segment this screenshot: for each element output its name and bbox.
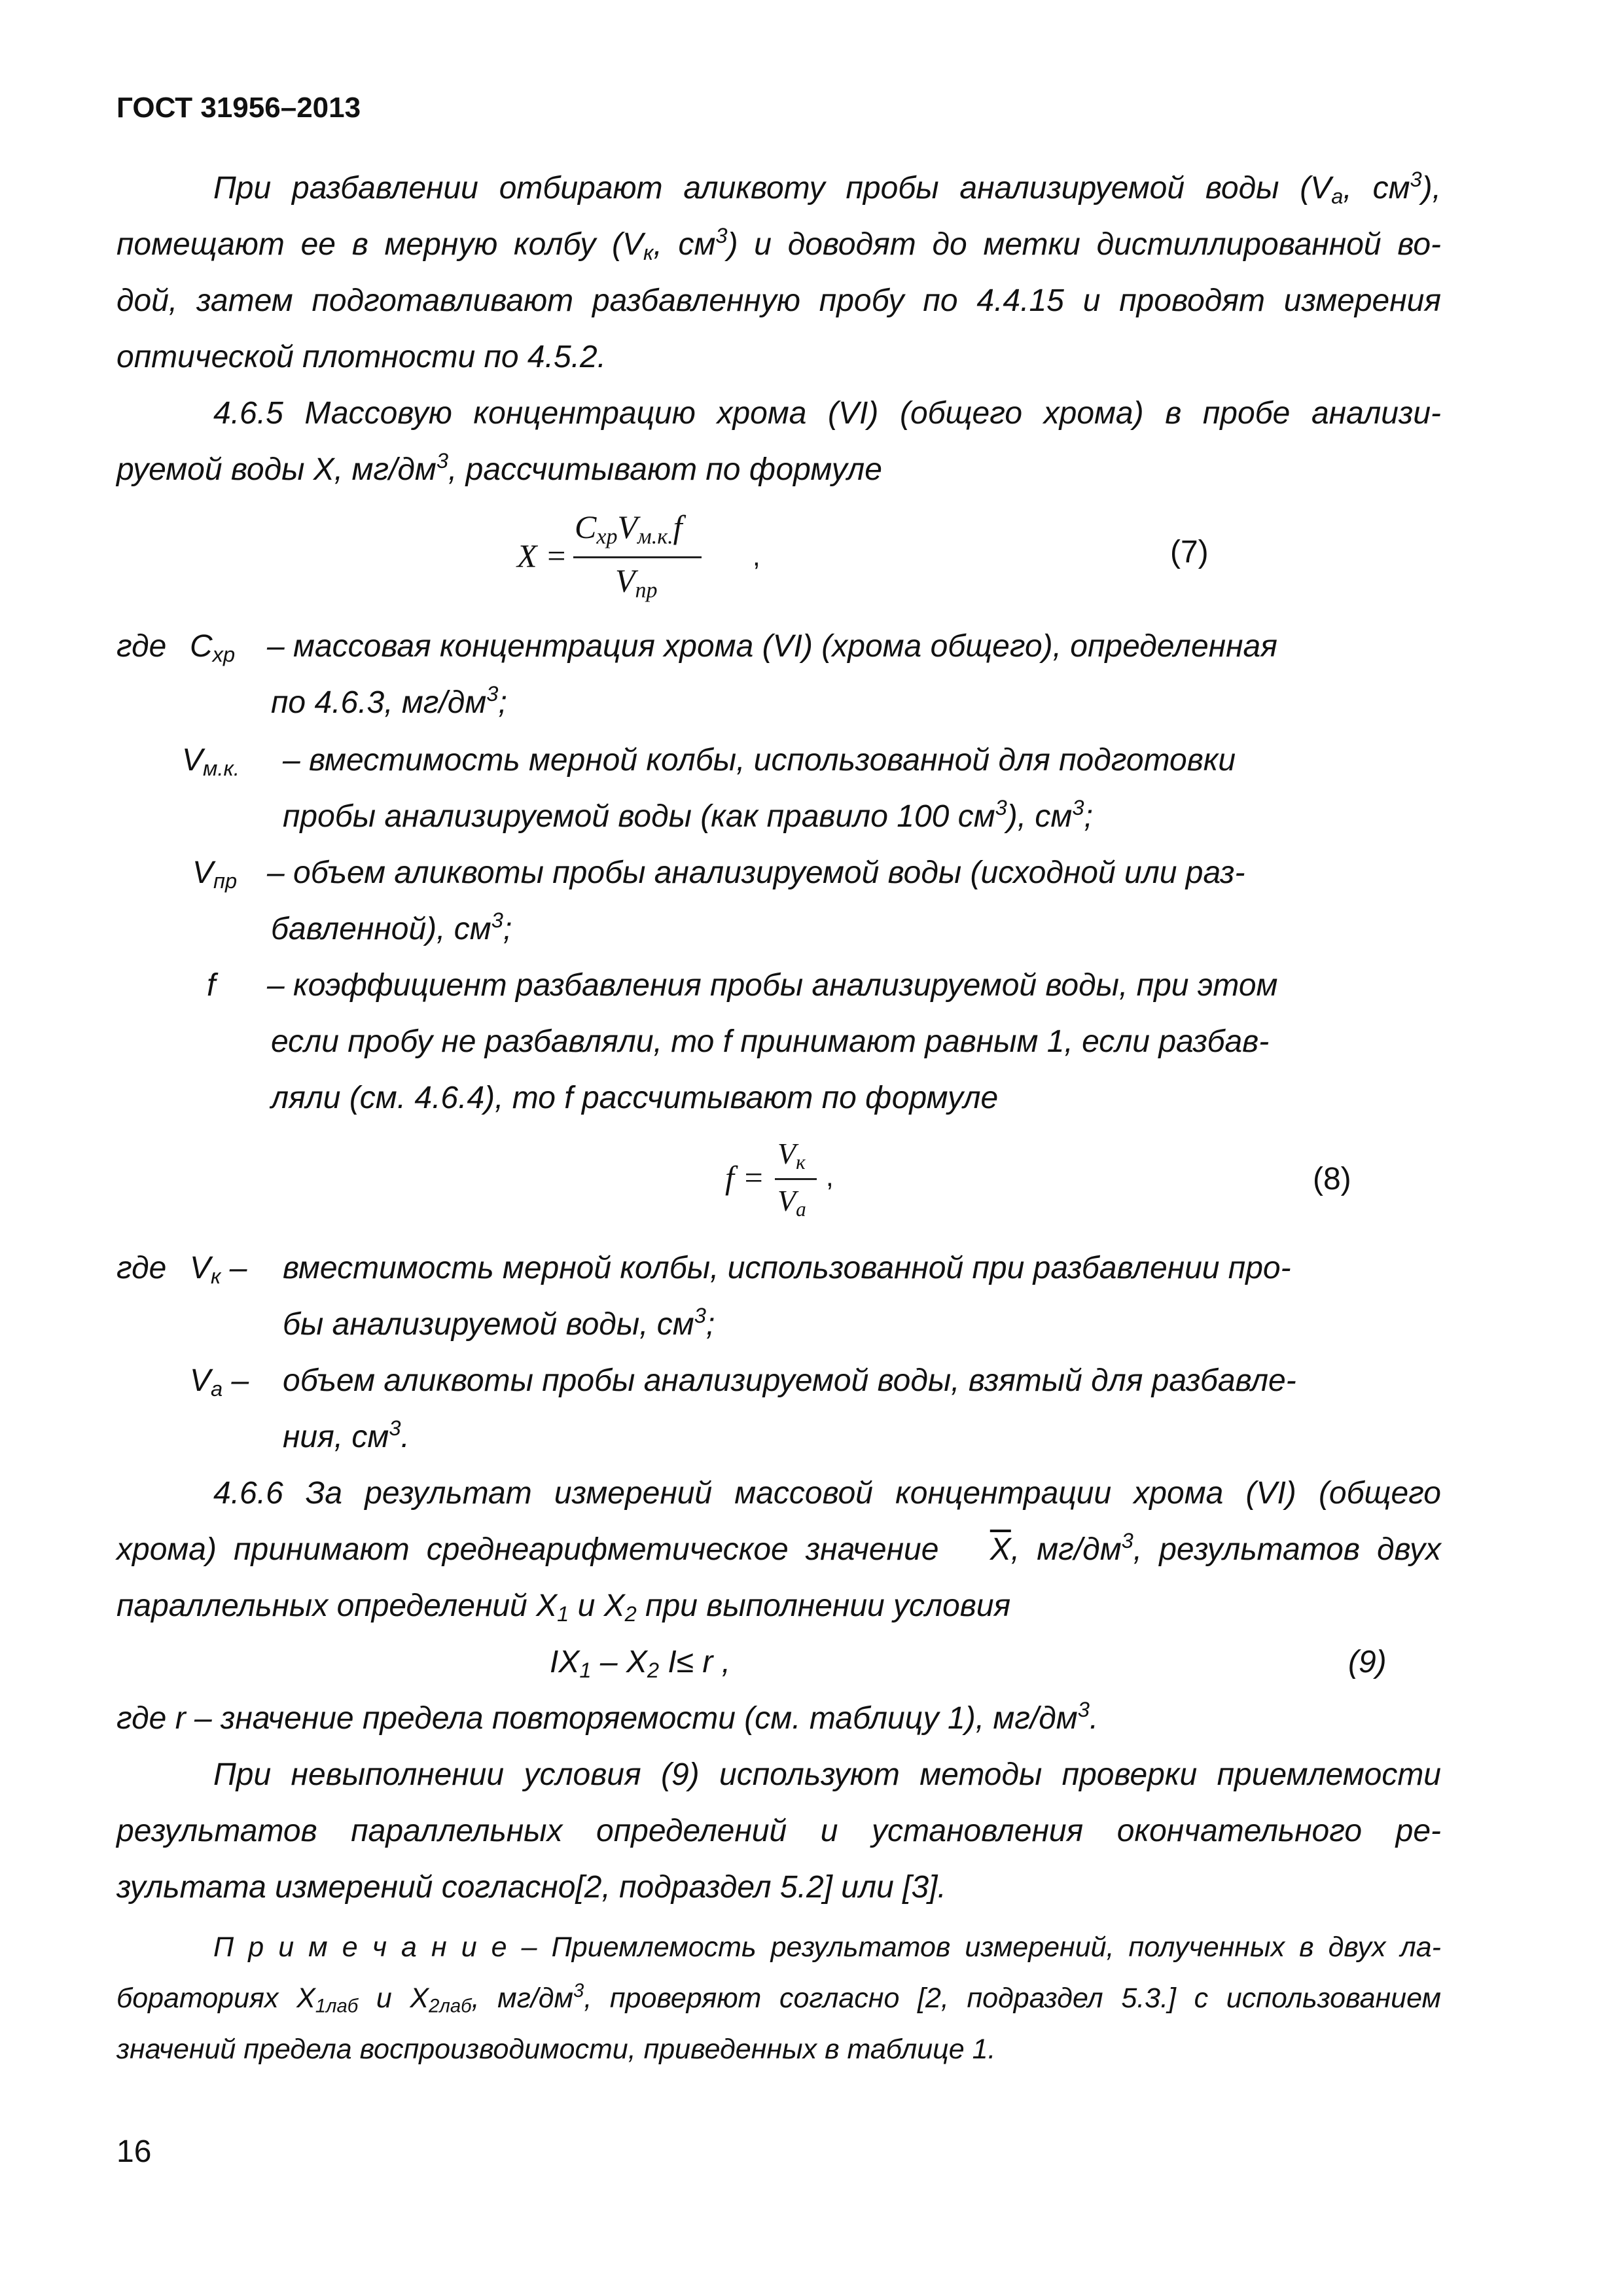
paragraph-4-line-3: зультата измерений согласно[2, подраздел 5.2] или [3]. <box>116 1870 946 1905</box>
where-7-symbol-cxp: $C_{хр}$ <box>190 629 236 667</box>
paragraph-3-line-3: параллельных определений $X_1$ и $X_2$ при выполнении условия <box>116 1588 1011 1626</box>
paragraph-2-line-1: 4.6.5 Массовую концентрацию хрома (VI) (общего хрома) в пробе анализи- <box>213 396 1441 431</box>
paragraph-4-line-1: При невыполнении условия (9) используют методы проверки приемлемости <box>213 1757 1441 1792</box>
where-7-symbol-vpr: $V_{пр}$ <box>192 855 238 893</box>
where-8-item-2-line-2: ния, $см^3$. <box>283 1416 410 1454</box>
where-8-item-2-line-1: объем аликвоты пробы анализируемой воды, взятый для разбавле- <box>283 1363 1296 1398</box>
note-label: П р и м е ч а н и е <box>213 1931 507 1963</box>
where-7-item-3-line-1: – объем аликвоты пробы анализируемой воды (исходной или раз- <box>267 855 1245 890</box>
page-number: 16 <box>116 2134 152 2169</box>
where-7-symbol-f: f <box>207 968 216 1003</box>
where-8-symbol-va: $V_а$ – <box>190 1363 249 1401</box>
note-line-1: П р и м е ч а н и е – Приемлемость результатов измерений, полученных в двух ла- <box>213 1931 1441 1963</box>
formula-8-numerator: $V_к$ <box>777 1137 806 1174</box>
where-7-item-4-line-2: если пробу не разбавляли, то f принимают равным 1, если разбав- <box>271 1024 1270 1059</box>
note-line-3: значений предела воспроизводимости, приведенных в таблице 1. <box>116 2034 996 2065</box>
where-7-item-4-line-1: – коэффициент разбавления пробы анализируемой воды, при этом <box>267 968 1278 1003</box>
paragraph-3-line-1: 4.6.6 За результат измерений массовой концентрации хрома (VI) (общего <box>213 1476 1441 1511</box>
formula-8-denominator: $V_а$ <box>777 1184 806 1221</box>
paragraph-3-line-2: хрома) принимают среднеарифметическое значение $\overline{X}$, $мг/дм^3$, результатов двух <box>116 1528 1442 1567</box>
where-7-symbol-vmk: $V_{м.к.}$ <box>182 743 240 781</box>
x-bar-symbol: $\overline{X}$ <box>990 1532 1011 1567</box>
formula-7-lhs: X = <box>517 537 567 574</box>
where-8-item-1-line-2: бы анализируемой воды, $см^3$; <box>283 1303 715 1342</box>
where-8-intro: где <box>116 1251 167 1285</box>
where-8-item-1-line-1: вместимость мерной колбы, использованной при разбавлении про- <box>283 1251 1291 1285</box>
document-header: ГОСТ 31956–2013 <box>116 92 361 124</box>
note-line-2: бораториях $X_{1лаб}$ и $X_{2лаб}$, $мг/дм^3$, проверяют согласно [2, подраздел 5.3.] с использованием <box>116 1980 1441 2017</box>
where-8-symbol-vk: $V_к$ – <box>190 1251 247 1289</box>
formula-7-number: (7) <box>1170 535 1209 569</box>
where-7-item-1-line-2: по 4.6.3, $мг/дм^3$; <box>271 681 507 720</box>
where-7-item-4-line-3: ляли (см. 4.6.4), то f рассчитывают по формуле <box>271 1081 999 1115</box>
where-7-intro: где <box>116 629 167 664</box>
formula-9: $IX_1 - X_2$ I≤ r , <box>550 1645 731 1683</box>
formula-7-comma: , <box>753 541 760 571</box>
formula-7-numerator: $C_{хр}V_{м.к.}f$ <box>575 509 683 549</box>
formula-9-number: (9) <box>1348 1645 1387 1679</box>
where-7-item-2-line-2: пробы анализируемой воды (как правило 100 $см^3$), $см^3$; <box>283 795 1093 834</box>
where-7-item-1-line-1: – массовая концентрация хрома (VI) (хрома общего), определенная <box>267 629 1277 664</box>
formula-8-number: (8) <box>1313 1162 1351 1196</box>
formula-7-fraction-bar <box>573 556 702 558</box>
paragraph-1-line-1: При разбавлении отбирают аликвоту пробы анализируемой воды ($V_а$, $см^3$), <box>213 167 1441 209</box>
paragraph-1-line-3: дой, затем подготавливают разбавленную пробу по 4.4.15 и проводят измерения <box>116 283 1441 318</box>
formula-8-lhs: f = <box>725 1159 765 1196</box>
where-7-item-2-line-1: – вместимость мерной колбы, использованной для подготовки <box>283 743 1236 778</box>
formula-8-comma: , <box>826 1161 834 1192</box>
paragraph-4-line-2: результатов параллельных определений и установления окончательного ре- <box>116 1814 1441 1848</box>
paragraph-1-line-4: оптической плотности по 4.5.2. <box>116 340 607 374</box>
formula-8-fraction-bar <box>775 1178 817 1180</box>
paragraph-1-line-2: помещают ее в мерную колбу ($V_к$, $см^3$) и доводят до метки дистиллированной во- <box>116 223 1442 265</box>
where-9-line: где r – значение предела повторяемости (см. таблицу 1), $мг/дм^3$. <box>116 1697 1099 1736</box>
formula-7-denominator: $V_{пр}$ <box>615 562 658 603</box>
paragraph-2-line-2: руемой воды X, $мг/дм^3$, рассчитывают по формуле <box>116 448 882 487</box>
where-7-item-3-line-2: бавленной), $см^3$; <box>271 908 512 946</box>
